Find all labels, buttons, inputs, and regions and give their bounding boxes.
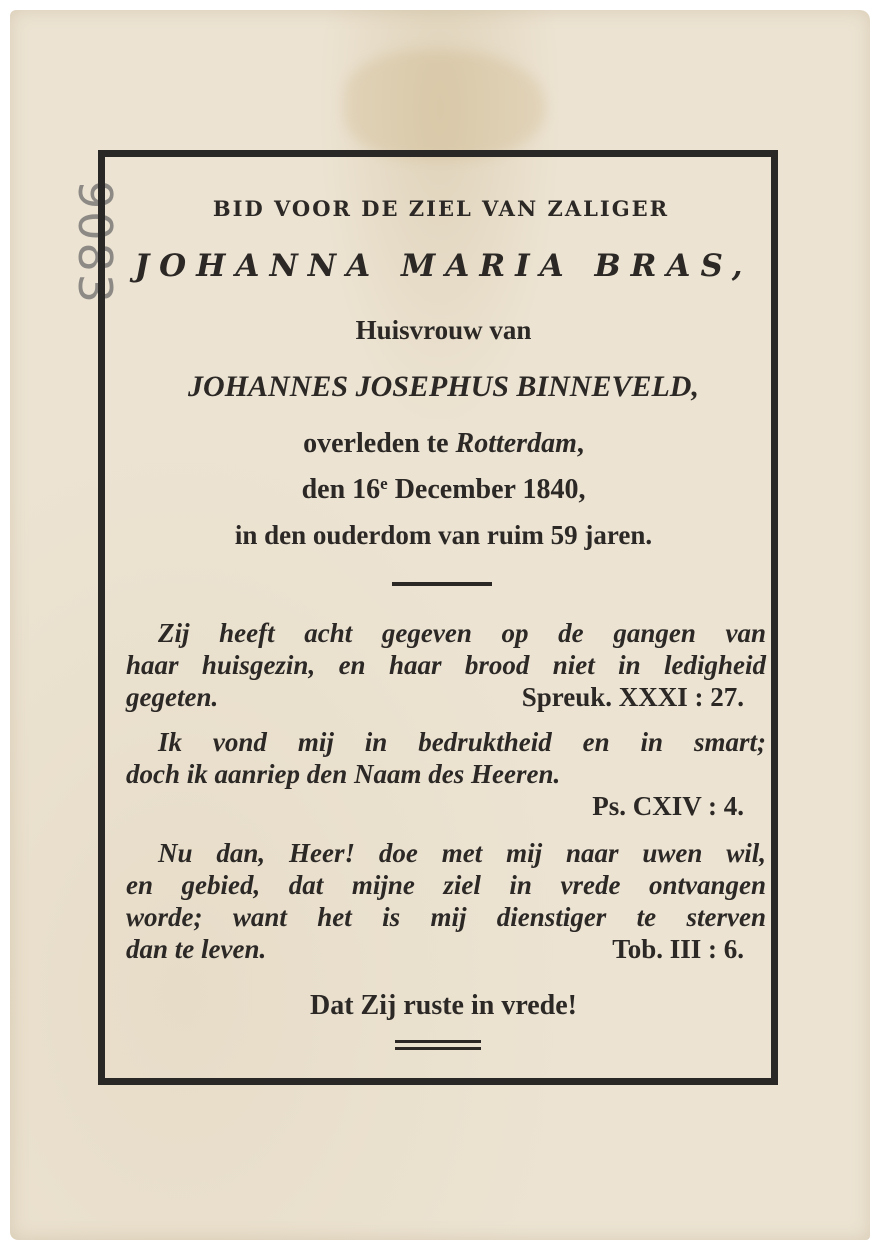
husband-label: Huisvrouw van	[355, 315, 532, 345]
verse-reference: Spreuk. XXXI : 27.	[521, 682, 744, 712]
verse-line: doch ik aanriep den Naam des Heeren.	[126, 759, 561, 789]
verse-line: Ik vond mij in bedruktheid en in smart;	[158, 727, 766, 757]
death-prefix: overleden te	[303, 428, 449, 459]
verse-tobit	[126, 837, 766, 965]
death-place-line	[0, 428, 887, 460]
verse-line: dan te leven. Tob. III : 6.	[126, 934, 744, 964]
verse-line: worde; want het is mij dienstiger te sterven	[126, 902, 766, 932]
separator-rule	[392, 582, 492, 586]
paper-stain	[345, 50, 545, 160]
verse-psalm	[126, 726, 766, 822]
closing-rule-bottom	[395, 1047, 481, 1050]
death-date-line	[0, 474, 887, 506]
verse-proverbs	[126, 617, 766, 713]
verse-line: en gebied, dat mijne ziel in vrede ontvangen	[126, 870, 766, 900]
age-line: in den ouderdom van ruim 59 jaren.	[234, 520, 653, 550]
death-suffix: ,	[576, 428, 584, 459]
closing-prayer: Dat Zij ruste in vrede!	[310, 990, 577, 1021]
verse-reference: Ps. CXIV : 4.	[592, 791, 744, 821]
verse-line	[126, 790, 766, 822]
verse-reference: Tob. III : 6.	[612, 934, 744, 964]
verse-line: gegeten. Spreuk. XXXI : 27.	[126, 682, 744, 712]
verse-line: Nu dan, Heer! doe met mij naar uwen wil,	[158, 838, 766, 868]
deceased-name: JOHANNA MARIA BRAS,	[134, 248, 753, 284]
closing-rule-top	[395, 1040, 481, 1043]
death-place: Rotterdam	[455, 428, 577, 459]
verse-line: haar huisgezin, en haar brood niet in ledigheid	[126, 650, 766, 680]
date-suffix: December 1840,	[387, 474, 586, 505]
verse-line: Zij heeft acht gegeven op de gangen van	[158, 618, 766, 648]
date-superscript: e	[380, 474, 388, 493]
husband-name: JOHANNES JOSEPHUS BINNEVELD,	[188, 370, 699, 403]
date-prefix: den 16	[301, 474, 381, 505]
header-text: BID VOOR DE ZIEL VAN ZALIGER	[212, 196, 670, 221]
